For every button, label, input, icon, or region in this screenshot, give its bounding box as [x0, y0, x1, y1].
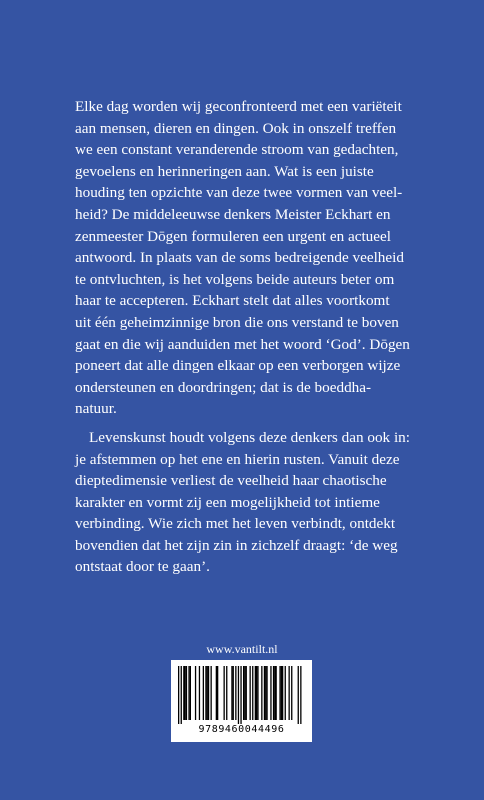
- barcode-bar: [282, 666, 283, 720]
- barcode-bar: [178, 666, 179, 724]
- barcode-bar: [270, 666, 271, 720]
- barcode-bar: [291, 666, 292, 720]
- barcode-bar: [240, 666, 241, 724]
- barcode-bar: [226, 666, 227, 720]
- barcode-bar: [279, 666, 280, 720]
- isbn-barcode: [171, 660, 312, 742]
- blurb-line: uit één geheimzinnige bron die ons verstand te boven: [75, 313, 399, 331]
- blurb-line: ondersteunen en doordringen; dat is de boeddha-: [75, 378, 372, 396]
- barcode-bar: [211, 666, 212, 720]
- barcode-bar: [256, 666, 257, 720]
- barcode-bar: [273, 666, 274, 720]
- blurb-line: Levenskunst houdt volgens deze denkers dan ook in:: [89, 428, 410, 446]
- barcode-bar: [208, 666, 209, 720]
- barcode-bar: [217, 666, 218, 720]
- barcode-bar: [238, 666, 239, 724]
- blurb-line: heid? De middeleeuwse denkers Meister Eckhart en: [75, 205, 391, 223]
- barcode-bar: [255, 666, 256, 720]
- barcode-bar: [298, 666, 299, 724]
- blurb-line: houding ten opzichte van deze twee vormen van veel-: [75, 184, 403, 202]
- barcode-bar: [300, 666, 301, 724]
- barcode-bar: [207, 666, 208, 720]
- barcode-bar: [252, 666, 253, 720]
- barcode-bar: [266, 666, 267, 720]
- blurb-line: zenmeester Dōgen formuleren een urgent en actueel: [75, 227, 391, 245]
- barcode-bar: [190, 666, 191, 720]
- blurb-line: bovendien dat het zijn zin in zichzelf draagt: ‘de weg: [75, 536, 398, 554]
- blurb-line: dieptedimensie verliest de veelheid haar chaotische: [75, 472, 387, 490]
- barcode-bar: [188, 666, 189, 720]
- barcode-bar: [243, 666, 244, 720]
- barcode-bar: [274, 666, 275, 720]
- barcode-bar: [231, 666, 232, 720]
- barcode-bar: [281, 666, 282, 720]
- paragraph-gap: [75, 420, 415, 427]
- barcode-bar: [289, 666, 290, 720]
- barcode-bar: [185, 666, 186, 720]
- barcode-bar: [276, 666, 277, 720]
- blurb-text: [75, 96, 415, 578]
- blurb-line: verbinding. Wie zich met het leven verbindt, ontdekt: [75, 515, 396, 533]
- barcode-bar: [181, 666, 182, 724]
- barcode-bar: [261, 666, 262, 720]
- barcode-bar: [203, 666, 204, 720]
- blurb-paragraph-1: [75, 96, 415, 420]
- blurb-line: haar te accepteren. Eckhart stelt dat alles voortkomt: [75, 292, 390, 310]
- barcode-bar: [244, 666, 245, 720]
- barcode-bar: [183, 666, 184, 720]
- blurb-line: ontstaat door te gaan’.: [75, 558, 210, 576]
- barcode-bar: [216, 666, 217, 720]
- publisher-website: www.vantilt.nl: [206, 642, 278, 656]
- blurb-line: te ontvluchten, is het volgens beide auteurs beter om: [75, 270, 395, 288]
- barcode-bar: [246, 666, 247, 720]
- blurb-line: natuur.: [75, 400, 117, 418]
- blurb-line: gaat en die wij aanduiden met het woord ‘God’. Dōgen: [75, 335, 410, 353]
- barcode-bar: [199, 666, 200, 720]
- barcode-bar: [205, 666, 206, 720]
- blurb-paragraph-2: [75, 427, 415, 578]
- blurb-line: je afstemmen op het ene en hierin rusten. Vanuit deze: [75, 450, 400, 468]
- barcode-bar: [250, 666, 251, 720]
- barcode-bar: [257, 666, 258, 720]
- barcode-bar: [224, 666, 225, 720]
- blurb-line: we een constant veranderende stroom van gedachten,: [75, 141, 399, 159]
- blurb-line: antwoord. In plaats van de soms bedreigende veelheid: [75, 249, 404, 267]
- barcode-bar: [285, 666, 286, 720]
- barcode-bar: [264, 666, 265, 720]
- blurb-line: karakter en vormt zij een mogelijkheid tot intieme: [75, 493, 380, 511]
- blurb-line: gevoelens en herinneringen aan. Wat is een juiste: [75, 162, 374, 180]
- blurb-line: Elke dag worden wij geconfronteerd met een variëteit: [75, 98, 402, 115]
- barcode-bar: [233, 666, 234, 720]
- blurb-line: poneert dat alle dingen elkaar op een verborgen wijze: [75, 357, 401, 375]
- barcode-bar: [186, 666, 187, 720]
- isbn-number: 9789460044496: [198, 724, 285, 735]
- barcode-bars: [178, 666, 305, 724]
- barcode-bar: [195, 666, 196, 720]
- blurb-line: aan mensen, dieren en dingen. Ook in onszelf treffen: [75, 119, 397, 137]
- barcode-bar: [265, 666, 266, 720]
- barcode-bar: [235, 666, 236, 720]
